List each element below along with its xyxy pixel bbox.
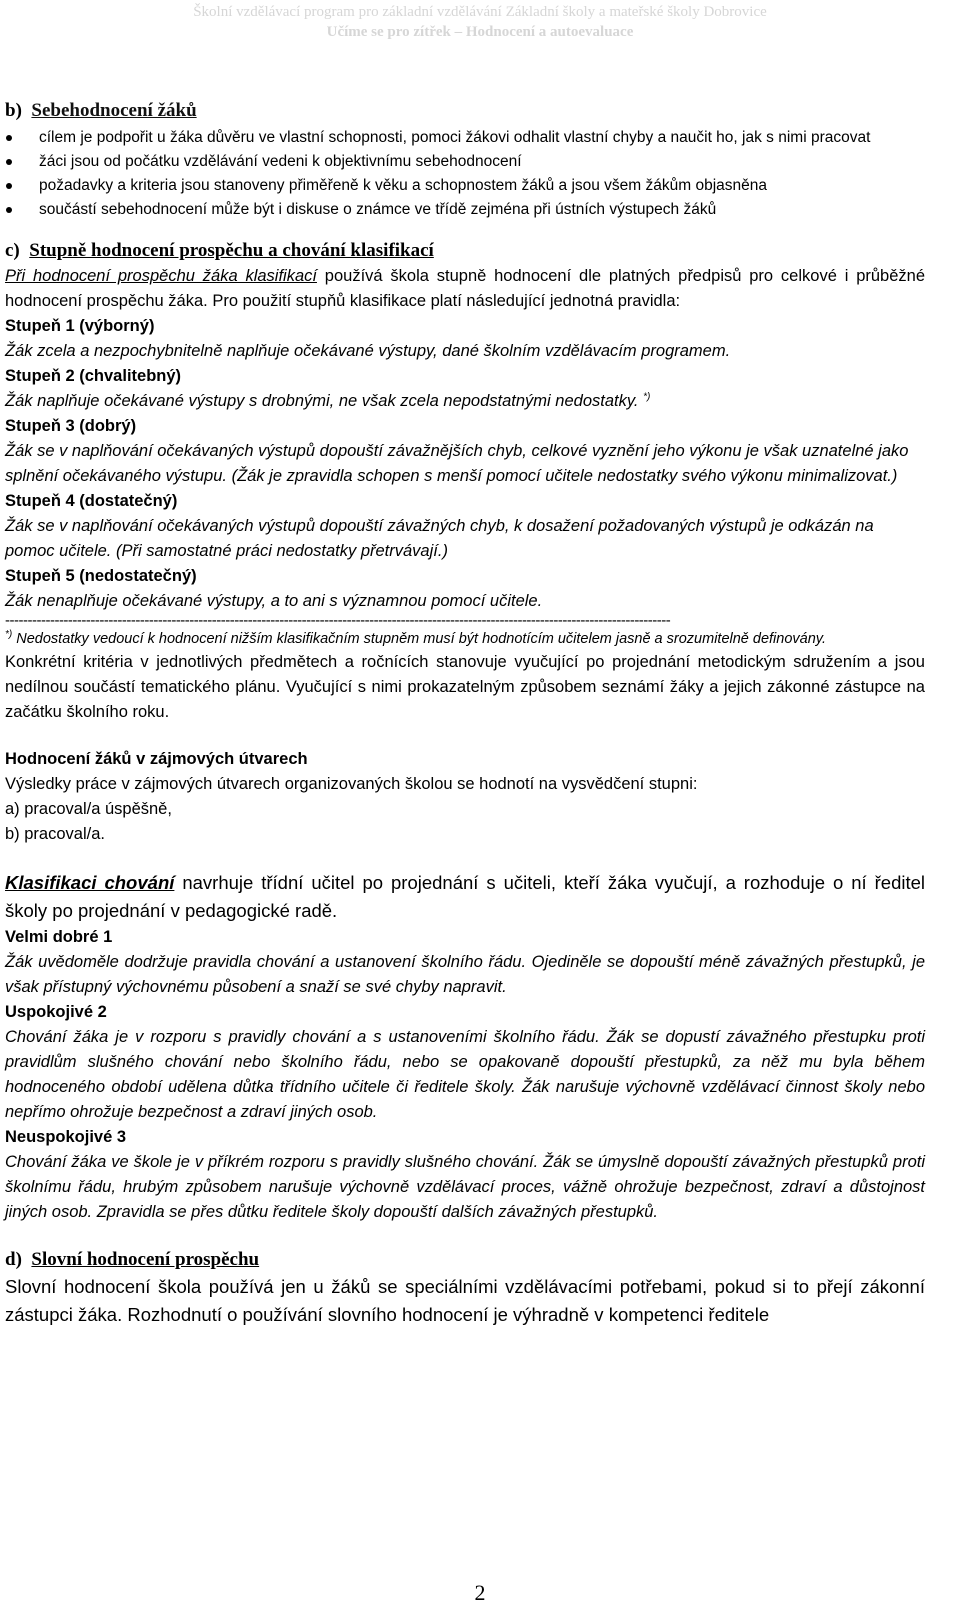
interest-option-b: b) pracoval/a. — [5, 825, 105, 843]
list-item — [35, 198, 925, 222]
running-header-chapter: Učíme se pro zítřek – Hodnocení a autoevaluace — [326, 24, 634, 40]
bullet-icon — [6, 159, 12, 165]
section-c-title: Stupně hodnocení prospěchu a chování klasifikací — [29, 240, 434, 261]
grade-3-label: Stupeň 3 (dobrý) — [5, 417, 137, 435]
behavior-grade-3-text: Chování žáka ve škole je v příkrém rozporu s pravidly slušného chování. Žák se úmyslně dopouští závažných přestupků proti školnímu řádu, hrubým způsobem narušuje výchovně vzdělávací proces, vážně ohrožuje bezpečnost, zdraví a důstojnost jiných osob. Zpravidla se přes důtku ředitele školy dopouští dalších závažných přestupků. — [5, 1153, 925, 1221]
running-header-school: Školní vzdělávací program pro základní vzdělávání Základní školy a mateřské školy Dobrovice — [193, 4, 767, 20]
footnote-text: Nedostatky vedoucí k hodnocení nižším klasifikačním stupněm musí být hodnotícím učitelem jasně a srozumitelně definovány. — [12, 631, 826, 647]
bullet-icon — [6, 183, 12, 189]
behavior-grade-2-label: Uspokojivé 2 — [5, 1003, 107, 1021]
interest-groups-text: Výsledky práce v zájmových útvarech organizovaných školou se hodnotí na vysvědčení stupni: — [5, 775, 698, 793]
section-d-title: Slovní hodnocení prospěchu — [31, 1249, 260, 1270]
behavior-title: Klasifikaci chování — [5, 872, 175, 893]
interest-option-a: a) pracoval/a úspěšně, — [5, 800, 172, 818]
grade-5-text: Žák nenaplňuje očekávané výstupy, a to ani s významnou pomocí učitele. — [5, 592, 543, 610]
footnote-mark: *) — [643, 391, 651, 403]
grade-3-text: Žák se v naplňování očekávaných výstupů dopouští závažnějších chyb, celkové vyznění jeho výkonu je však uznatelné jako splnění očekávaného výstupu. (Žák je zpravidla schopen s menší pomocí učitele nedostatky svého výkonu minimalizovat.) — [5, 442, 909, 485]
section-c-intro — [5, 264, 925, 314]
grade-4-label: Stupeň 4 (dostatečný) — [5, 492, 178, 510]
section-d-marker: d) — [5, 1249, 22, 1270]
footnote — [5, 628, 925, 650]
list-item — [35, 150, 925, 174]
grade-2-text: Žák naplňuje očekávané výstupy s drobnými, ne však zcela nepodstatnými nedostatky. — [5, 392, 639, 410]
behavior-grade-3-label: Neuspokojivé 3 — [5, 1128, 127, 1146]
list-item-text: součástí sebehodnocení může být i diskuse o známce ve třídě zejména při ústních výstupech žáků — [39, 201, 717, 218]
footnote-marker: *) — [5, 629, 13, 641]
behavior-intro — [5, 869, 925, 925]
bullet-icon — [6, 135, 12, 141]
behavior-intro-text: navrhuje třídní učitel po projednání s učiteli, kteří žáka vyučují, a rozhoduje o ní ředitel školy po projednání v pedagogické radě. — [5, 872, 926, 921]
section-c-heading — [5, 238, 925, 264]
spacer — [5, 847, 925, 869]
behavior-grade-1-text: Žák uvědoměle dodržuje pravidla chování a ustanovení školního řádu. Ojediněle se dopouští méně závažných přestupků, je však přístupný výchovnému působení a snaží se své chyby napravit. — [5, 953, 925, 996]
section-c-intro-italic: Při hodnocení prospěchu žáka klasifikací — [5, 267, 317, 285]
self-assessment-list — [5, 126, 925, 222]
spacer — [5, 725, 925, 747]
list-item — [35, 126, 925, 150]
grade-1-label: Stupeň 1 (výborný) — [5, 317, 155, 335]
section-b-heading — [5, 98, 925, 124]
section-b-marker: b) — [5, 100, 22, 121]
interest-groups-heading: Hodnocení žáků v zájmových útvarech — [5, 750, 308, 768]
criteria-paragraph: Konkrétní kritéria v jednotlivých předmětech a ročnících stanovuje vyučující po projednání metodickým sdružením a jsou nedílnou součástí tematického plánu. Vyučující s nimi prokazatelným způsobem seznámí žáky a jejich zákonné zástupce na začátku školního roku. — [5, 653, 925, 721]
grade-2-label: Stupeň 2 (chvalitebný) — [5, 367, 182, 385]
section-b-title: Sebehodnocení žáků — [31, 100, 197, 121]
behavior-grade-2-text: Chování žáka je v rozporu s pravidly chování a s ustanoveními školního řádu. Žák se dopustí závažného přestupku proti pravidlům slušného chování nebo školního řádu, nebo se opakovaně dopouští přestupků, za něž mu byla během hodnoceného období udělena důtka třídního učitele či ředitele školy. Žák narušuje výchovně vzdělávací činnost školy nebo nepřímo ohrožuje bezpečnost a zdraví jiných osob. — [5, 1028, 925, 1121]
spacer — [5, 1225, 925, 1247]
list-item-text: požadavky a kriteria jsou stanoveny přiměřeně k věku a schopnostem žáků a jsou všem žákům objasněna — [39, 177, 768, 194]
grade-5-label: Stupeň 5 (nedostatečný) — [5, 567, 197, 585]
grade-2-row — [5, 389, 925, 414]
spacer — [5, 222, 925, 238]
list-item-text: cílem je podpořit u žáka důvěru ve vlastní schopnosti, pomoci žákovi odhalit vlastní chyby a naučit ho, jak s nimi pracovat — [39, 129, 871, 146]
section-d-heading — [5, 1247, 925, 1273]
section-c-marker: c) — [5, 240, 20, 261]
page-number: 2 — [474, 1580, 486, 1605]
document-body — [5, 98, 925, 1329]
grade-4-text: Žák se v naplňování očekávaných výstupů dopouští závažných chyb, k dosažení požadovaných výstupů je odkázán na pomoc učitele. (Při samostatné práci nedostatky přetrvávají.) — [5, 517, 874, 560]
section-c-intro-text: používá škola stupně hodnocení dle platných předpisů pro celkové i průběžné hodnocení prospěchu žáka. Pro použití stupňů klasifikace platí následující jednotná pravidla: — [5, 267, 925, 310]
separator-line: ---------------------------------------------------------------------------------------------------------------------------------------------------- — [5, 614, 671, 628]
behavior-grade-1-label: Velmi dobré 1 — [5, 928, 113, 946]
list-item — [35, 174, 925, 198]
list-item-text: žáci jsou od počátku vzdělávání vedeni k objektivnímu sebehodnocení — [39, 153, 522, 170]
bullet-icon — [6, 207, 12, 213]
section-d-text: Slovní hodnocení škola používá jen u žáků se speciálními vzdělávacími potřebami, pokud si to přejí zákonní zástupci žáka. Rozhodnutí o používání slovního hodnocení je výhradně v kompetenci ředitele — [5, 1276, 925, 1325]
grade-1-text: Žák zcela a nezpochybnitelně naplňuje očekávané výstupy, dané školním vzdělávacím programem. — [5, 342, 731, 360]
